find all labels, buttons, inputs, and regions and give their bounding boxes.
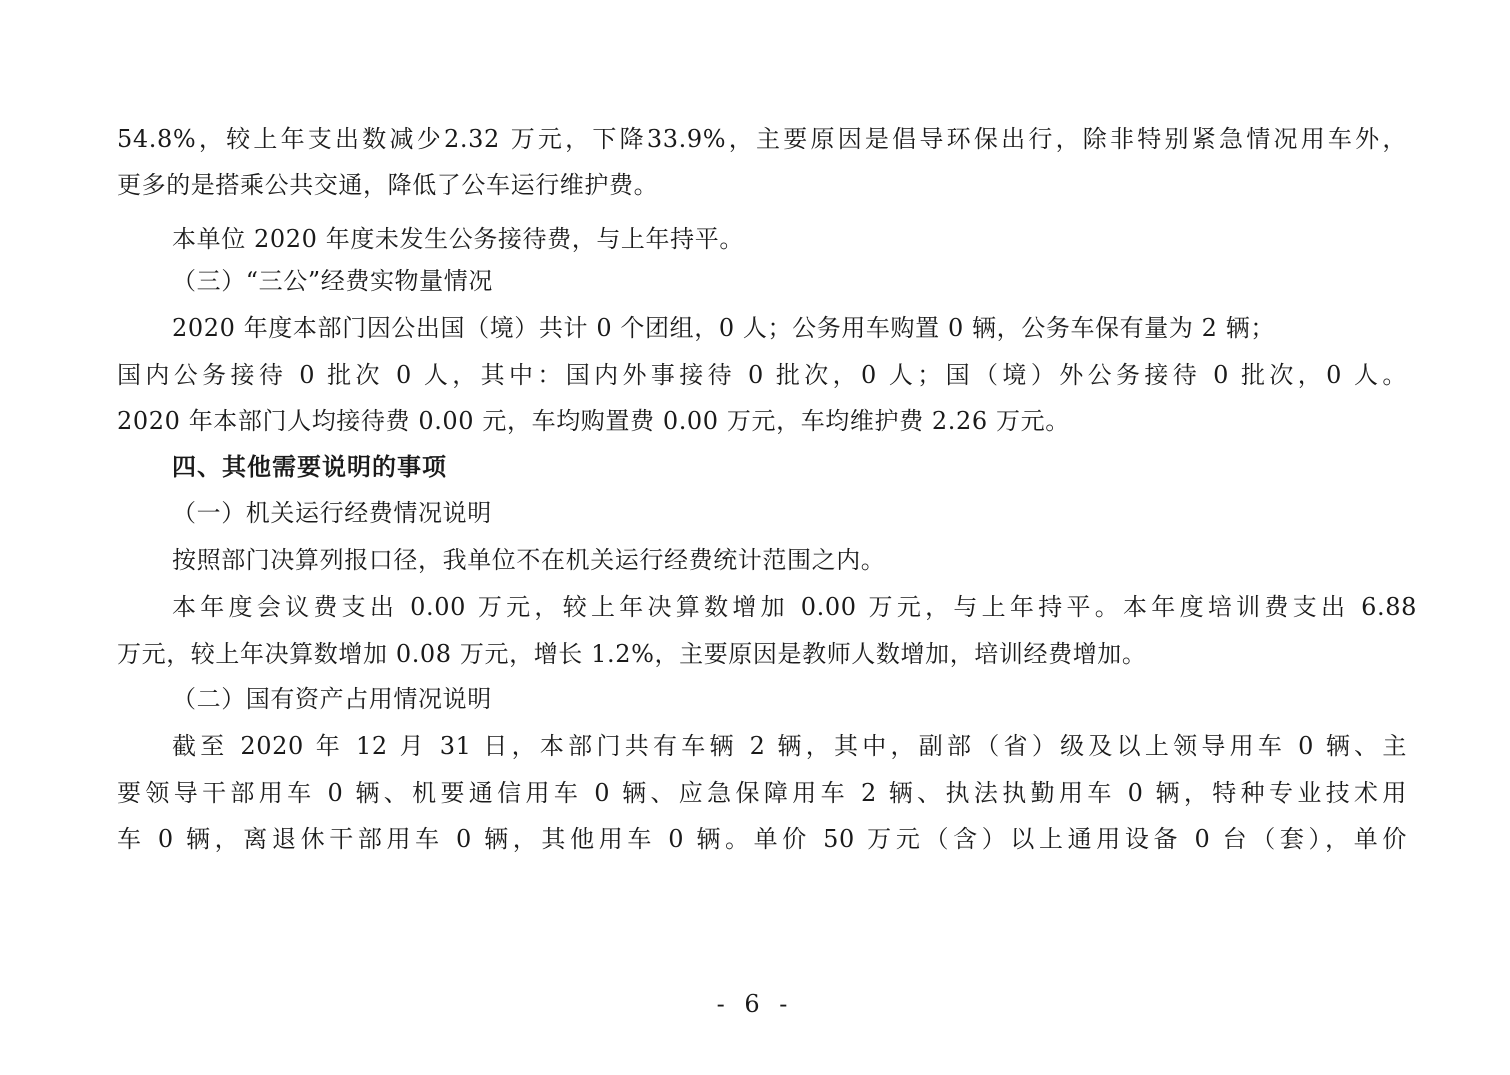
page-number: - 6 - [716, 990, 794, 1018]
text-line: 本单位 2020 年度未发生公务接待费，与上年持平。 [172, 225, 744, 253]
text-line: 2020 年度本部门因公出国（境）共计 0 个团组，0 人；公务用车购置 0 辆，公务车保有量为 2 辆； [172, 314, 1275, 342]
text-line: 国内公务接待 0 批次 0 人，其中：国内外事接待 0 批次，0 人；国（境）外公务接待 0 批次，0 人。 [117, 361, 1407, 389]
text-line: 更多的是搭乘公共交通，降低了公车运行维护费。 [117, 171, 659, 199]
text-line: 车 0 辆，离退休干部用车 0 辆，其他用车 0 辆。单价 50 万元（含）以上通用设备 0 台（套），单价 [117, 825, 1407, 853]
text-line: 截至 2020 年 12 月 31 日，本部门共有车辆 2 辆，其中，副部（省）级及以上领导用车 0 辆、主 [172, 732, 1407, 760]
text-line: 2020 年本部门人均接待费 0.00 元，车均购置费 0.00 万元，车均维护费 2.26 万元。 [117, 407, 1070, 435]
text-line: 按照部门决算列报口径，我单位不在机关运行经费统计范围之内。 [172, 546, 886, 574]
section-heading: 四、其他需要说明的事项 [172, 453, 447, 481]
section-subheading: （一）机关运行经费情况说明 [172, 499, 492, 527]
text-line: 54.8%，较上年支出数减少2.32 万元，下降33.9%，主要原因是倡导环保出行，除非特别紧急情况用车外， [117, 125, 1407, 153]
text-line: 万元，较上年决算数增加 0.08 万元，增长 1.2%，主要原因是教师人数增加，培训经费增加。 [117, 640, 1147, 668]
section-subheading: （二）国有资产占用情况说明 [172, 685, 492, 713]
section-subheading: （三）“三公”经费实物量情况 [172, 267, 493, 295]
text-line: 本年度会议费支出 0.00 万元，较上年决算数增加 0.00 万元，与上年持平。本年度培训费支出 6.88 [172, 593, 1417, 621]
text-line: 要领导干部用车 0 辆、机要通信用车 0 辆、应急保障用车 2 辆、执法执勤用车 0 辆，特种专业技术用 [117, 779, 1407, 807]
